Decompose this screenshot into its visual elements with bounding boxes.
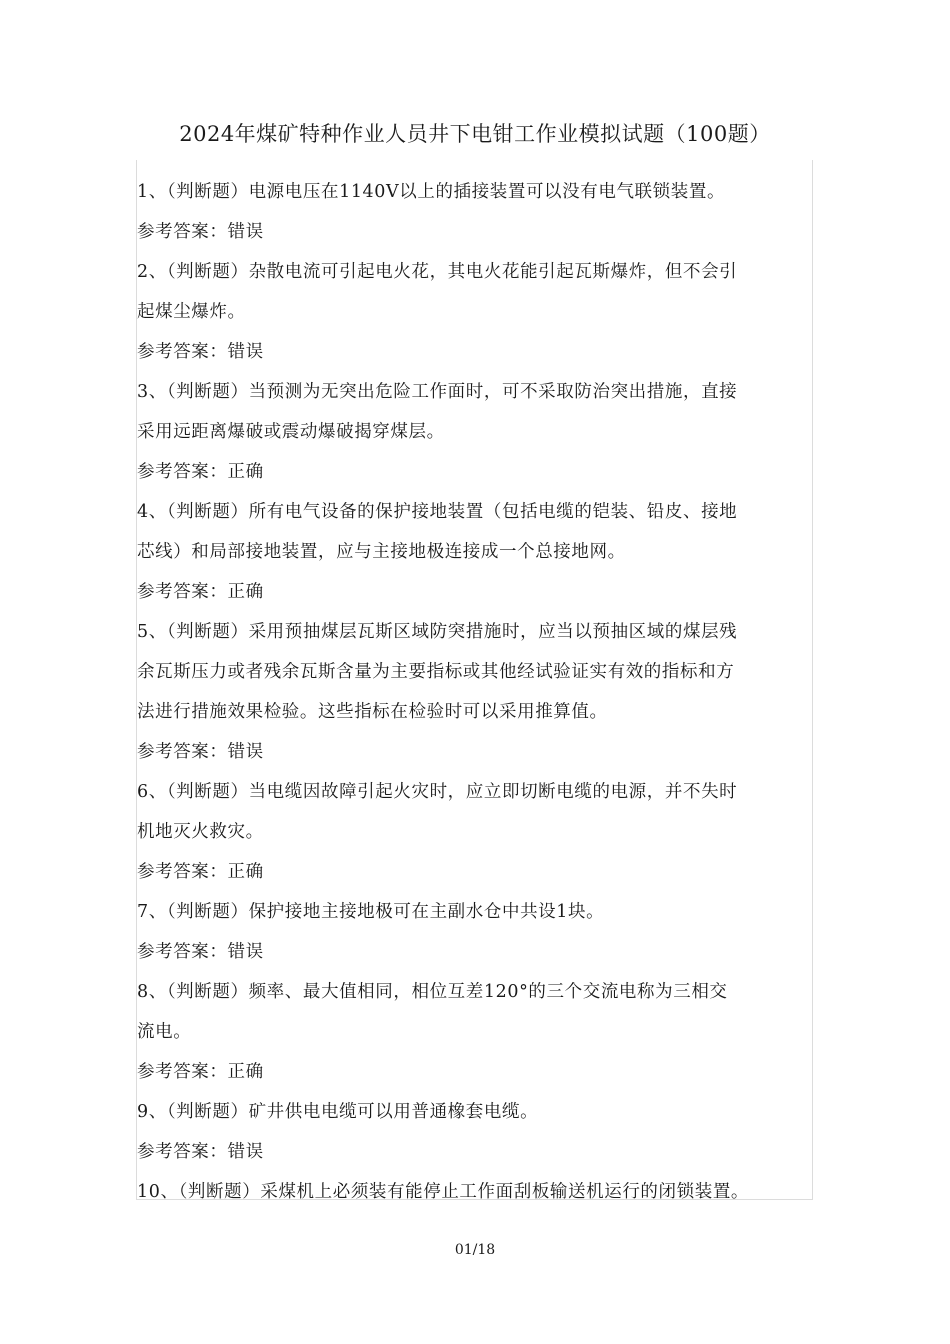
text-line: 法进行措施效果检验。这些指标在检验时可以采用推算值。 — [137, 702, 608, 722]
text-line: 参考答案：正确 — [137, 1062, 264, 1082]
page-number: 01/18 — [454, 1242, 496, 1258]
text-line: 采用远距离爆破或震动爆破揭穿煤层。 — [137, 422, 445, 442]
text-line: 参考答案：正确 — [137, 862, 264, 882]
text-line: 3、（判断题）当预测为无突出危险工作面时，可不采取防治突出措施，直接 — [137, 382, 738, 402]
text-line: 7、（判断题）保护接地主接地极可在主副水仓中共设1块。 — [137, 902, 605, 922]
text-line: 参考答案：错误 — [137, 222, 264, 242]
text-line: 1、（判断题）电源电压在1140V以上的插接装置可以没有电气联锁装置。 — [137, 182, 726, 202]
text-line: 10、（判断题）采煤机上必须装有能停止工作面刮板输送机运行的闭锁装置。 — [137, 1182, 750, 1202]
text-line: 4、（判断题）所有电气设备的保护接地装置（包括电缆的铠装、铅皮、接地 — [137, 502, 738, 522]
text-line: 机地灭火救灾。 — [137, 822, 264, 842]
text-line: 起煤尘爆炸。 — [137, 302, 246, 322]
text-line: 余瓦斯压力或者残余瓦斯含量为主要指标或其他经试验证实有效的指标和方 — [137, 662, 735, 682]
text-line: 芯线）和局部接地装置，应与主接地极连接成一个总接地网。 — [137, 542, 626, 562]
text-line: 5、（判断题）采用预抽煤层瓦斯区域防突措施时，应当以预抽区域的煤层残 — [137, 622, 738, 642]
text-line: 参考答案：错误 — [137, 942, 264, 962]
text-line: 参考答案：错误 — [137, 1142, 264, 1162]
text-line: 参考答案：正确 — [137, 462, 264, 482]
text-line: 2、（判断题）杂散电流可引起电火花，其电火花能引起瓦斯爆炸，但不会引 — [137, 262, 738, 282]
text-line: 参考答案：错误 — [137, 342, 264, 362]
text-line: 参考答案：错误 — [137, 742, 264, 762]
text-line: 6、（判断题）当电缆因故障引起火灾时，应立即切断电缆的电源，并不失时 — [137, 782, 738, 802]
text-line: 8、（判断题）频率、最大值相同，相位互差120°的三个交流电称为三相交 — [137, 982, 728, 1002]
text-line: 9、（判断题）矿井供电电缆可以用普通橡套电缆。 — [137, 1102, 539, 1122]
text-line: 流电。 — [137, 1022, 192, 1042]
question-list — [136, 160, 813, 1200]
text-line: 参考答案：正确 — [137, 582, 264, 602]
document-title: 2024年煤矿特种作业人员井下电钳工作业模拟试题（100题） — [179, 122, 771, 146]
